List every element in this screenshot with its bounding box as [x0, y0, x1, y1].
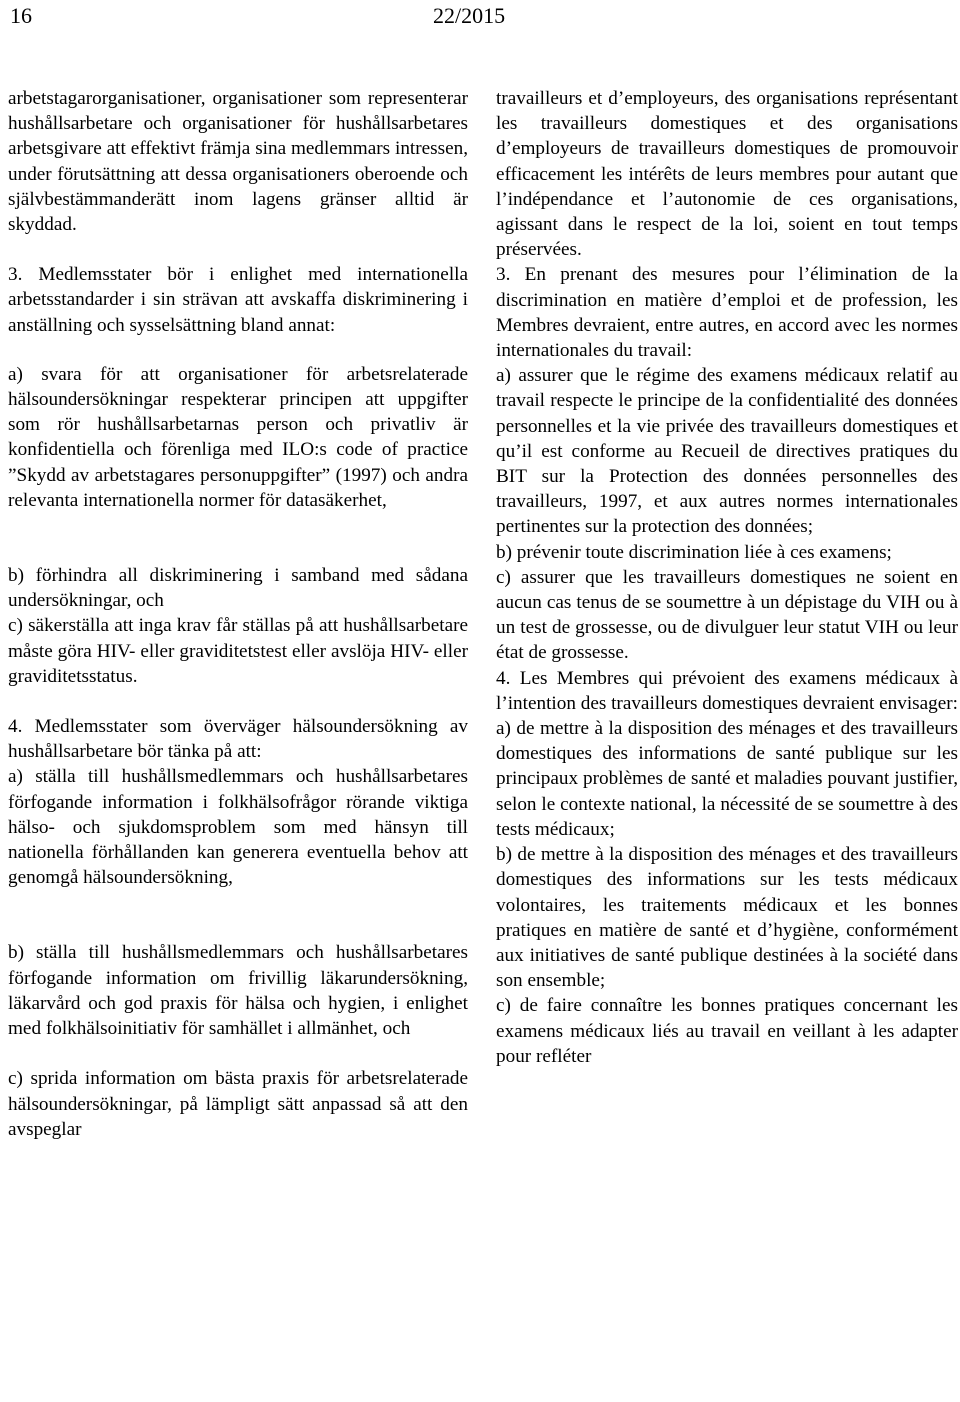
- issue-number: 22/2015: [433, 3, 506, 28]
- fr-item-3b: b) prévenir toute discrimination liée à ces examens;: [496, 541, 892, 563]
- sv-item-4b: b) ställa till hushållsmedlemmars och hushållsarbetares förfogande information om frivillig läkarundersökning, läkarvård och god praxis för hälsa och hygien, i enlighet med folkhälsoinitiativ för samhället i allmänhet, och: [8, 942, 468, 1040]
- fr-paragraph-1: travailleurs et d’employeurs, des organisations représentant les travailleurs domestiques et des organisations d’employeurs de travailleurs domestiques de promouvoir efficacement les intérêts de leurs membres pour autant que l’indépendance et l’autonomie de ces organisations, agissant dans le respect de la loi, soient en tout temps préservées.: [496, 88, 958, 261]
- fr-item-4b: b) de mettre à la disposition des ménages et des travailleurs domestiques des informations sur les tests médicaux volontaires, les traitements médicaux et les bonnes pratiques en matière de santé et d’hygiène, conformément aux initiatives de santé publique destinées à la société dans son ensemble;: [496, 844, 958, 992]
- sv-paragraph-1: arbetstagarorganisationer, organisationer som representerar hushållsarbetare och organisationer för hushållsarbetares arbetsgivare att effektivt främja sina medlemmars intressen, under förutsättning att dessa organisationers oberoende och självbestämmanderätt inom lagens gränser alltid är skyddad.: [8, 88, 468, 236]
- page-number: 16: [10, 3, 32, 28]
- sv-item-3b: b) förhindra all diskriminering i samband med sådana undersökningar, och: [8, 565, 468, 612]
- sv-item-4a: a) ställa till hushållsmedlemmars och hushållsarbetares förfogande information i folkhälsofrågor rörande viktiga hälso- och sjukdomsproblem som med hänsyn till nationella förhållanden kan generera eventuella behov att genomgå hälsoundersökning,: [8, 766, 468, 889]
- fr-item-3a: a) assurer que le régime des examens médicaux relatif au travail respecte le principe de la confidentialité des données personnelles et la vie privée des travailleurs domestiques et qu’il est conforme au Recueil de directives pratiques du BIT sur la Protection des données personnelles des travailleurs, 1997, et aux autres normes internationales pertinentes sur la protection des données;: [496, 365, 958, 538]
- fr-item-4c: c) de faire connaître les bonnes pratiques concernant les examens médicaux liés au travail en veillant à les adapter pour refléter: [496, 995, 958, 1067]
- fr-item-4a: a) de mettre à la disposition des ménages et des travailleurs domestiques des informations de santé publique sur les principaux problèmes de santé et maladies pouvant justifier, selon le contexte national, la nécessité de se soumettre à des tests médicaux;: [496, 718, 958, 840]
- fr-paragraph-3: 3. En prenant des mesures pour l’élimination de la discrimination en matière d’emploi et de profession, les Membres devraient, entre autres, en accord avec les normes internationales du travail:: [496, 264, 958, 362]
- sv-paragraph-4: 4. Medlemsstater som överväger hälsoundersökning av hushållsarbetare bör tänka på att:: [8, 716, 468, 763]
- sv-item-4c: c) sprida information om bästa praxis för arbetsrelaterade hälsoundersökningar, på lämpligt sätt anpassad så att den avspeglar: [8, 1068, 468, 1140]
- fr-paragraph-4: 4. Les Membres qui prévoient des examens médicaux à l’intention des travailleurs domestiques devraient envisager:: [496, 667, 958, 714]
- swedish-column: [8, 86, 468, 1142]
- sv-paragraph-3: 3. Medlemsstater bör i enlighet med internationella arbetsstandarder i sin strävan att avskaffa diskriminering i anställning och sysselsättning bland annat:: [8, 264, 468, 336]
- page-header: [0, 0, 960, 34]
- sv-item-3c: c) säkerställa att inga krav får ställas på att hushållsarbetare måste göra HIV- eller graviditetstest eller avslöja HIV- eller graviditetsstatus.: [8, 615, 468, 687]
- french-column: [496, 86, 958, 1069]
- sv-item-3a: a) svara för att organisationer för arbetsrelaterade hälsoundersökningar respekterar principen att uppgifter som rör hushållsarbetarnas person och privatliv är konfidentiella och förenliga med ILO:s code of practice ”Skydd av arbetstagares personuppgifter” (1997) och andra relevanta internationella normer för datasäkerhet,: [8, 363, 468, 511]
- fr-item-3c: c) assurer que les travailleurs domestiques ne soient en aucun cas tenus de se soumettre à un dépistage du VIH ou à un test de grossesse, ou de divulguer leur statut VIH ou leur état de grossesse.: [496, 566, 958, 664]
